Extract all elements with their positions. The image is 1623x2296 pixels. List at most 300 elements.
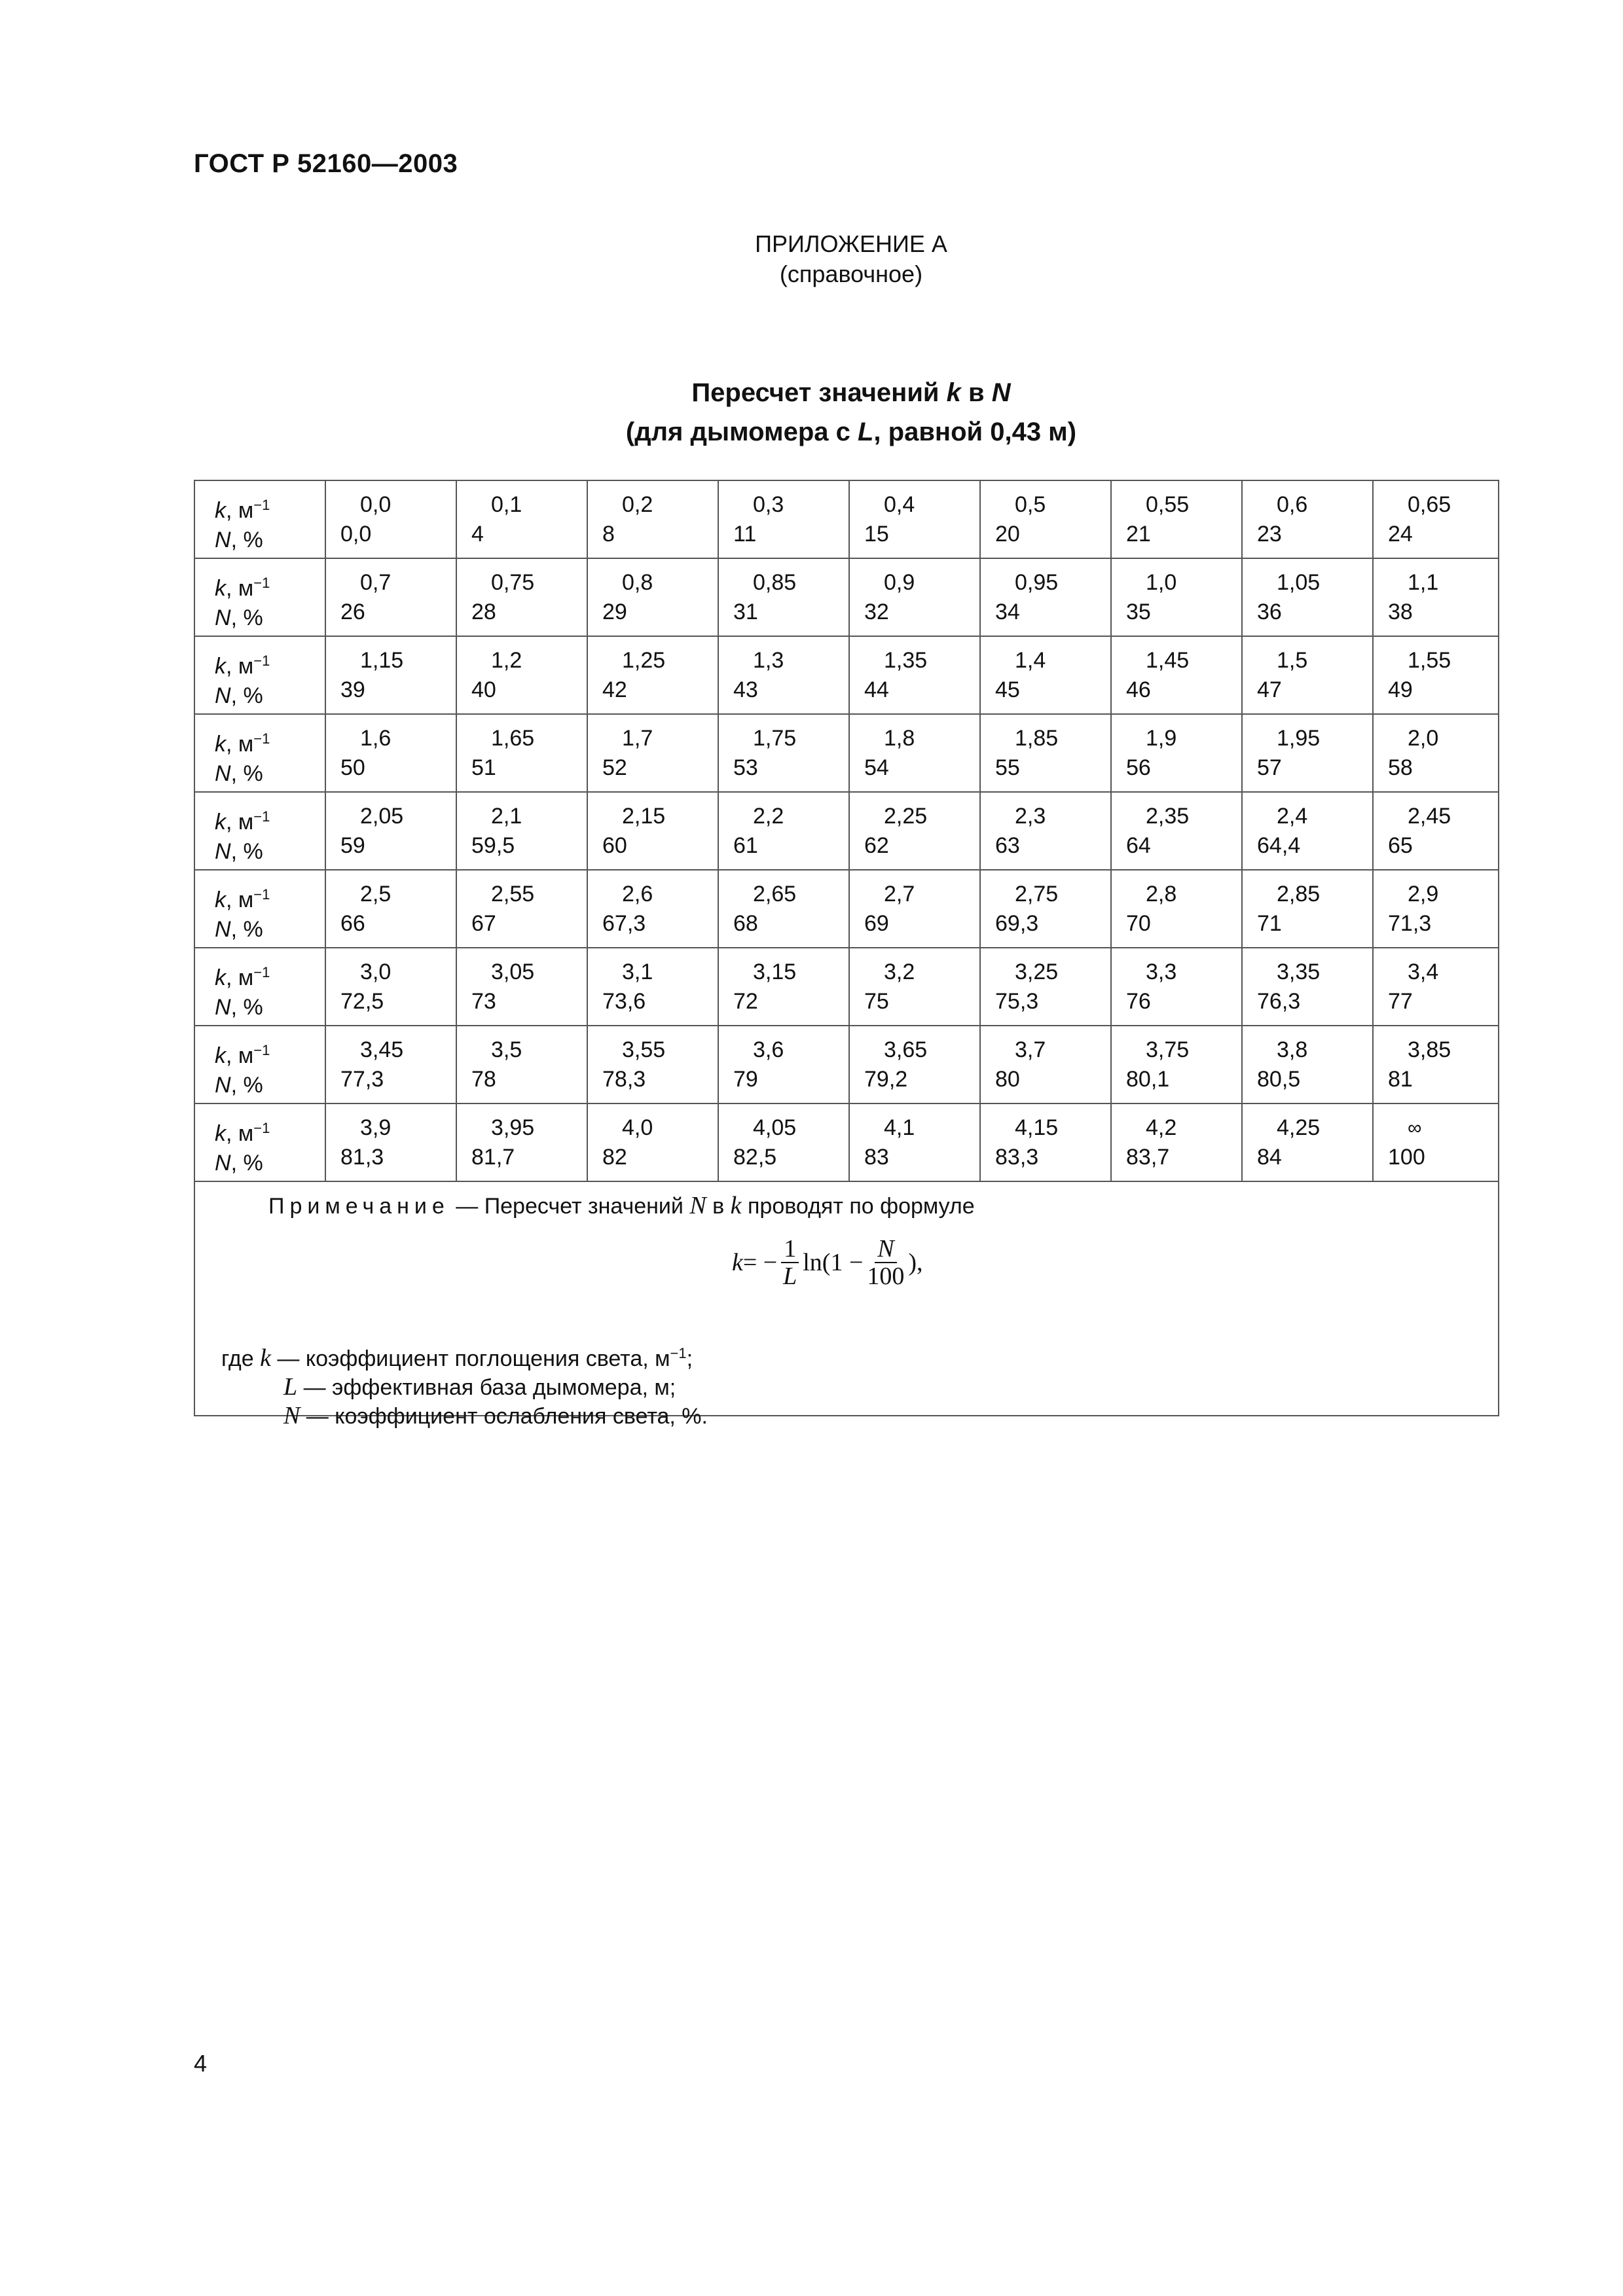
formula-ln: ln(1 − bbox=[803, 1248, 864, 1276]
table-row bbox=[194, 792, 1499, 870]
table-cell bbox=[1373, 636, 1499, 714]
table-cell bbox=[1373, 714, 1499, 792]
n-value: 35 bbox=[1126, 600, 1151, 624]
n-value: 63 bbox=[995, 833, 1020, 858]
k-value: 2,9 bbox=[1408, 882, 1439, 906]
table-cell bbox=[325, 792, 456, 870]
table-cell bbox=[1111, 948, 1242, 1026]
appendix-label: ПРИЛОЖЕНИЕ А bbox=[755, 230, 947, 257]
table-cell bbox=[1111, 870, 1242, 948]
table-cell bbox=[325, 870, 456, 948]
table-cell bbox=[587, 1103, 718, 1181]
n-value: 32 bbox=[864, 600, 889, 624]
table-cell bbox=[1242, 948, 1373, 1026]
n-value: 78 bbox=[471, 1067, 496, 1092]
table-cell bbox=[1373, 480, 1499, 558]
k-label: k, $м^{-1}$ bbox=[215, 1042, 270, 1068]
k-label: k, $м^{-1}$ bbox=[215, 497, 270, 523]
k-value: 3,5 bbox=[491, 1037, 522, 1062]
k-label: k, $м^{-1}$ bbox=[215, 964, 270, 990]
table-row bbox=[194, 948, 1499, 1026]
k-value: 3,7 bbox=[1015, 1037, 1046, 1062]
k-value: 1,3 bbox=[753, 648, 784, 673]
table-cell bbox=[456, 870, 587, 948]
n-value: 26 bbox=[340, 600, 365, 624]
row-label-cell bbox=[194, 480, 325, 558]
table-cell bbox=[1242, 1026, 1373, 1103]
n-value: 53 bbox=[733, 755, 758, 780]
appendix-heading bbox=[0, 229, 1623, 289]
conversion-table bbox=[194, 480, 1499, 1429]
k-label: k, $м^{-1}$ bbox=[215, 1120, 270, 1146]
n-value: 47 bbox=[1257, 677, 1282, 702]
n-value: 66 bbox=[340, 911, 365, 936]
n-value: 49 bbox=[1388, 677, 1413, 702]
document-code: ГОСТ Р 52160—2003 bbox=[194, 149, 458, 178]
k-value: 2,25 bbox=[884, 804, 928, 829]
k-value: 2,5 bbox=[360, 882, 392, 906]
k-label: k, $м^{-1}$ bbox=[215, 808, 270, 834]
formula bbox=[732, 1236, 923, 1289]
k-label: k, $м^{-1}$ bbox=[215, 730, 270, 757]
table-cell bbox=[980, 948, 1111, 1026]
formula-eq: = − bbox=[742, 1248, 778, 1276]
n-value: 78,3 bbox=[602, 1067, 646, 1092]
k-value: 3,55 bbox=[622, 1037, 666, 1062]
k-value: 1,85 bbox=[1015, 726, 1059, 751]
n-value: 55 bbox=[995, 755, 1020, 780]
note-label: Примечание bbox=[268, 1194, 450, 1219]
k-value: 1,15 bbox=[360, 648, 404, 673]
k-value: 3,65 bbox=[884, 1037, 928, 1062]
k-value: 4,2 bbox=[1146, 1115, 1177, 1140]
k-value: 0,95 bbox=[1015, 570, 1059, 595]
table-cell bbox=[980, 870, 1111, 948]
table-cell bbox=[587, 636, 718, 714]
n-value: 56 bbox=[1126, 755, 1151, 780]
table-cell bbox=[1242, 636, 1373, 714]
table-cell bbox=[456, 480, 587, 558]
n-value: 67,3 bbox=[602, 911, 646, 936]
table-cell bbox=[456, 558, 587, 636]
k-value: 0,65 bbox=[1408, 492, 1451, 517]
n-value: 29 bbox=[602, 600, 627, 624]
n-value: 43 bbox=[733, 677, 758, 702]
table-row bbox=[194, 1026, 1499, 1103]
k-value: 3,95 bbox=[491, 1115, 535, 1140]
n-value: 61 bbox=[733, 833, 758, 858]
k-value: 1,9 bbox=[1146, 726, 1177, 751]
n-label: N, % bbox=[215, 528, 263, 552]
n-value: 83,7 bbox=[1126, 1145, 1170, 1170]
row-label-cell bbox=[194, 948, 325, 1026]
k-value: 3,9 bbox=[360, 1115, 392, 1140]
n-value: 83,3 bbox=[995, 1145, 1039, 1170]
k-value: 2,3 bbox=[1015, 804, 1046, 829]
table-cell bbox=[587, 558, 718, 636]
appendix-type: (справочное) bbox=[779, 260, 923, 287]
n-value: 0,0 bbox=[340, 522, 372, 547]
n-value: 81,7 bbox=[471, 1145, 515, 1170]
table-cell bbox=[325, 480, 456, 558]
n-value: 46 bbox=[1126, 677, 1151, 702]
k-value: 4,0 bbox=[622, 1115, 653, 1140]
k-value: 1,2 bbox=[491, 648, 522, 673]
legend-l: L — эффективная база дымомера, м; bbox=[283, 1373, 676, 1401]
n-value: 31 bbox=[733, 600, 758, 624]
n-value: 76 bbox=[1126, 989, 1151, 1014]
k-value: 2,1 bbox=[491, 804, 522, 829]
k-value: 1,4 bbox=[1015, 648, 1046, 673]
table-cell bbox=[980, 480, 1111, 558]
k-value: 3,0 bbox=[360, 960, 392, 984]
n-label: N, % bbox=[215, 917, 263, 942]
table-cell bbox=[849, 948, 980, 1026]
n-value: 100 bbox=[1388, 1145, 1425, 1170]
n-value: 81,3 bbox=[340, 1145, 384, 1170]
k-label: k, $м^{-1}$ bbox=[215, 575, 270, 601]
n-value: 80,1 bbox=[1126, 1067, 1170, 1092]
n-value: 21 bbox=[1126, 522, 1151, 547]
formula-close: ), bbox=[908, 1248, 923, 1276]
table-cell bbox=[456, 636, 587, 714]
k-value: 2,6 bbox=[622, 882, 653, 906]
k-value: 2,75 bbox=[1015, 882, 1059, 906]
n-value: 52 bbox=[602, 755, 627, 780]
n-value: 64,4 bbox=[1257, 833, 1301, 858]
table-title bbox=[0, 373, 1623, 452]
n-value: 72,5 bbox=[340, 989, 384, 1014]
k-value: 1,8 bbox=[884, 726, 915, 751]
table-cell bbox=[849, 792, 980, 870]
n-value: 28 bbox=[471, 600, 496, 624]
k-value: 1,45 bbox=[1146, 648, 1190, 673]
k-value: 0,55 bbox=[1146, 492, 1190, 517]
n-value: 80,5 bbox=[1257, 1067, 1301, 1092]
table-cell bbox=[849, 870, 980, 948]
table-cell bbox=[456, 1026, 587, 1103]
table-cell bbox=[718, 1026, 849, 1103]
table-cell bbox=[849, 480, 980, 558]
k-value: 2,7 bbox=[884, 882, 915, 906]
n-value: 45 bbox=[995, 677, 1020, 702]
table-cell bbox=[587, 870, 718, 948]
k-value: 1,7 bbox=[622, 726, 653, 751]
n-value: 58 bbox=[1388, 755, 1413, 780]
table-cell bbox=[980, 1103, 1111, 1181]
table-cell bbox=[849, 1103, 980, 1181]
formula-fraction-1: $\frac{1}{L}$ bbox=[781, 1236, 799, 1289]
k-value: 1,55 bbox=[1408, 648, 1451, 673]
title-line-1: Пересчет значений k в N bbox=[691, 378, 1011, 407]
n-value: 82,5 bbox=[733, 1145, 777, 1170]
n-value: 8 bbox=[602, 522, 615, 547]
n-value: 77,3 bbox=[340, 1067, 384, 1092]
table-row bbox=[194, 870, 1499, 948]
n-value: 73 bbox=[471, 989, 496, 1014]
k-value: 4,1 bbox=[884, 1115, 915, 1140]
table-body bbox=[194, 480, 1499, 1181]
table-cell bbox=[718, 714, 849, 792]
k-value: 3,1 bbox=[622, 960, 653, 984]
table-cell bbox=[456, 792, 587, 870]
n-value: 70 bbox=[1126, 911, 1151, 936]
n-value: 11 bbox=[733, 522, 757, 547]
row-label-cell bbox=[194, 1103, 325, 1181]
table-cell bbox=[980, 792, 1111, 870]
k-value: 2,45 bbox=[1408, 804, 1451, 829]
k-value: 3,25 bbox=[1015, 960, 1059, 984]
n-value: 20 bbox=[995, 522, 1020, 547]
k-value: 2,05 bbox=[360, 804, 404, 829]
table-cell bbox=[980, 714, 1111, 792]
n-value: 57 bbox=[1257, 755, 1282, 780]
table-cell bbox=[1242, 714, 1373, 792]
k-value: 0,9 bbox=[884, 570, 915, 595]
k-label: k, $м^{-1}$ bbox=[215, 886, 270, 912]
formula-legend bbox=[221, 1339, 708, 1431]
row-label-cell bbox=[194, 870, 325, 948]
k-value: 0,8 bbox=[622, 570, 653, 595]
table-cell bbox=[325, 636, 456, 714]
k-value: 4,05 bbox=[753, 1115, 797, 1140]
table-cell bbox=[325, 558, 456, 636]
k-value: 3,05 bbox=[491, 960, 535, 984]
n-value: 77 bbox=[1388, 989, 1413, 1014]
table-cell bbox=[1373, 792, 1499, 870]
n-value: 79,2 bbox=[864, 1067, 908, 1092]
table-cell bbox=[1111, 480, 1242, 558]
table-cell bbox=[1373, 1103, 1499, 1181]
table-cell bbox=[718, 948, 849, 1026]
k-value: 3,4 bbox=[1408, 960, 1439, 984]
table-cell bbox=[1111, 636, 1242, 714]
n-value: 39 bbox=[340, 677, 365, 702]
table-cell bbox=[1373, 870, 1499, 948]
table-cell bbox=[325, 1026, 456, 1103]
title-line-2: (для дымомера с L, равной 0,43 м) bbox=[625, 418, 1077, 446]
table-cell bbox=[1111, 1103, 1242, 1181]
n-value: 69 bbox=[864, 911, 889, 936]
n-value: 15 bbox=[864, 522, 889, 547]
k-value: 1,05 bbox=[1277, 570, 1321, 595]
n-value: 4 bbox=[471, 522, 484, 547]
n-value: 67 bbox=[471, 911, 496, 936]
n-value: 64 bbox=[1126, 833, 1151, 858]
table-cell bbox=[849, 636, 980, 714]
table-cell bbox=[456, 1103, 587, 1181]
table-cell bbox=[587, 480, 718, 558]
n-value: 76,3 bbox=[1257, 989, 1301, 1014]
k-value: 0,3 bbox=[753, 492, 784, 517]
n-value: 68 bbox=[733, 911, 758, 936]
k-value: 1,75 bbox=[753, 726, 797, 751]
n-value: 24 bbox=[1388, 522, 1413, 547]
table-row bbox=[194, 1103, 1499, 1181]
n-value: 42 bbox=[602, 677, 627, 702]
table-cell bbox=[718, 636, 849, 714]
page-number: 4 bbox=[194, 2050, 208, 2077]
row-label-cell bbox=[194, 558, 325, 636]
k-label: k, $м^{-1}$ bbox=[215, 653, 270, 679]
k-value: 2,85 bbox=[1277, 882, 1321, 906]
n-value: 83 bbox=[864, 1145, 889, 1170]
n-value: 81 bbox=[1388, 1067, 1413, 1092]
table-row bbox=[194, 558, 1499, 636]
formula-fraction-2: $\frac{N}{100}$ bbox=[867, 1235, 905, 1290]
k-value: 4,15 bbox=[1015, 1115, 1059, 1140]
n-value: 60 bbox=[602, 833, 627, 858]
k-value: 4,25 bbox=[1277, 1115, 1321, 1140]
k-value: 1,95 bbox=[1277, 726, 1321, 751]
n-value: 84 bbox=[1257, 1145, 1282, 1170]
row-label-cell bbox=[194, 792, 325, 870]
n-label: N, % bbox=[215, 605, 263, 630]
table-cell bbox=[1373, 948, 1499, 1026]
row-label-cell bbox=[194, 714, 325, 792]
table-cell bbox=[1242, 1103, 1373, 1181]
table-cell bbox=[1111, 558, 1242, 636]
table-cell bbox=[1242, 558, 1373, 636]
table-cell bbox=[980, 558, 1111, 636]
table-cell bbox=[456, 714, 587, 792]
table-cell bbox=[849, 558, 980, 636]
n-value: 51 bbox=[471, 755, 496, 780]
table-cell bbox=[1111, 792, 1242, 870]
k-value: 1,35 bbox=[884, 648, 928, 673]
table-cell bbox=[587, 948, 718, 1026]
k-value: ∞ bbox=[1408, 1117, 1422, 1139]
k-value: 1,5 bbox=[1277, 648, 1308, 673]
n-value: 73,6 bbox=[602, 989, 646, 1014]
table-cell bbox=[1373, 558, 1499, 636]
k-value: 3,2 bbox=[884, 960, 915, 984]
k-value: 0,2 bbox=[622, 492, 653, 517]
table-row bbox=[194, 480, 1499, 558]
k-value: 3,35 bbox=[1277, 960, 1321, 984]
k-value: 0,6 bbox=[1277, 492, 1308, 517]
table-cell bbox=[1111, 714, 1242, 792]
table-cell bbox=[1242, 480, 1373, 558]
n-value: 34 bbox=[995, 600, 1020, 624]
n-value: 62 bbox=[864, 833, 889, 858]
table-cell bbox=[718, 870, 849, 948]
table-cell bbox=[718, 1103, 849, 1181]
n-label: N, % bbox=[215, 995, 263, 1020]
note-text: Примечание — Пересчет значений N в k проводят по формуле bbox=[268, 1192, 975, 1219]
k-value: 3,75 bbox=[1146, 1037, 1190, 1062]
n-value: 80 bbox=[995, 1067, 1020, 1092]
table-cell bbox=[587, 1026, 718, 1103]
n-value: 36 bbox=[1257, 600, 1282, 624]
table-cell bbox=[718, 558, 849, 636]
k-value: 2,55 bbox=[491, 882, 535, 906]
n-value: 54 bbox=[864, 755, 889, 780]
k-value: 2,35 bbox=[1146, 804, 1190, 829]
k-value: 2,8 bbox=[1146, 882, 1177, 906]
n-value: 38 bbox=[1388, 600, 1413, 624]
table-cell bbox=[325, 1103, 456, 1181]
legend-k: где k — коэффициент поглощения света, $м^{-1}$; bbox=[221, 1344, 693, 1372]
n-value: 59,5 bbox=[471, 833, 515, 858]
n-value: 65 bbox=[1388, 833, 1413, 858]
table-row bbox=[194, 636, 1499, 714]
n-value: 75 bbox=[864, 989, 889, 1014]
table-cell bbox=[325, 714, 456, 792]
k-value: 2,4 bbox=[1277, 804, 1308, 829]
k-value: 3,3 bbox=[1146, 960, 1177, 984]
formula-lhs: k bbox=[732, 1248, 743, 1276]
k-value: 1,65 bbox=[491, 726, 535, 751]
row-label-cell bbox=[194, 1026, 325, 1103]
legend-n: N — коэффициент ослабления света, %. bbox=[283, 1402, 708, 1429]
k-value: 0,5 bbox=[1015, 492, 1046, 517]
table-cell bbox=[849, 714, 980, 792]
table-cell bbox=[1111, 1026, 1242, 1103]
n-value: 59 bbox=[340, 833, 365, 858]
k-value: 2,2 bbox=[753, 804, 784, 829]
k-value: 1,1 bbox=[1408, 570, 1439, 595]
k-value: 0,85 bbox=[753, 570, 797, 595]
k-value: 3,6 bbox=[753, 1037, 784, 1062]
n-value: 40 bbox=[471, 677, 496, 702]
k-value: 0,4 bbox=[884, 492, 915, 517]
k-value: 0,1 bbox=[491, 492, 522, 517]
n-label: N, % bbox=[215, 683, 263, 708]
k-value: 0,7 bbox=[360, 570, 392, 595]
n-value: 71 bbox=[1257, 911, 1282, 936]
table-cell bbox=[980, 1026, 1111, 1103]
note-row bbox=[194, 1181, 1499, 1416]
n-label: N, % bbox=[215, 1073, 263, 1098]
table-cell bbox=[980, 636, 1111, 714]
table-cell bbox=[456, 948, 587, 1026]
k-value: 3,45 bbox=[360, 1037, 404, 1062]
n-label: N, % bbox=[215, 839, 263, 864]
table-cell bbox=[587, 792, 718, 870]
n-value: 44 bbox=[864, 677, 889, 702]
table-cell bbox=[718, 480, 849, 558]
k-value: 0,75 bbox=[491, 570, 535, 595]
k-value: 0,0 bbox=[360, 492, 392, 517]
table-cell bbox=[718, 792, 849, 870]
n-value: 72 bbox=[733, 989, 758, 1014]
n-label: N, % bbox=[215, 1151, 263, 1175]
n-label: N, % bbox=[215, 761, 263, 786]
table-row bbox=[194, 714, 1499, 792]
table-cell bbox=[587, 714, 718, 792]
n-value: 50 bbox=[340, 755, 365, 780]
n-value: 23 bbox=[1257, 522, 1282, 547]
table-cell bbox=[1242, 870, 1373, 948]
k-value: 2,15 bbox=[622, 804, 666, 829]
k-value: 1,0 bbox=[1146, 570, 1177, 595]
n-value: 82 bbox=[602, 1145, 627, 1170]
table-cell bbox=[849, 1026, 980, 1103]
k-value: 2,65 bbox=[753, 882, 797, 906]
k-value: 1,25 bbox=[622, 648, 666, 673]
table-cell bbox=[325, 948, 456, 1026]
k-value: 3,8 bbox=[1277, 1037, 1308, 1062]
table-cell bbox=[1242, 792, 1373, 870]
table-cell bbox=[1373, 1026, 1499, 1103]
row-label-cell bbox=[194, 636, 325, 714]
k-value: 2,0 bbox=[1408, 726, 1439, 751]
k-value: 3,85 bbox=[1408, 1037, 1451, 1062]
n-value: 69,3 bbox=[995, 911, 1039, 936]
k-value: 3,15 bbox=[753, 960, 797, 984]
k-value: 1,6 bbox=[360, 726, 392, 751]
